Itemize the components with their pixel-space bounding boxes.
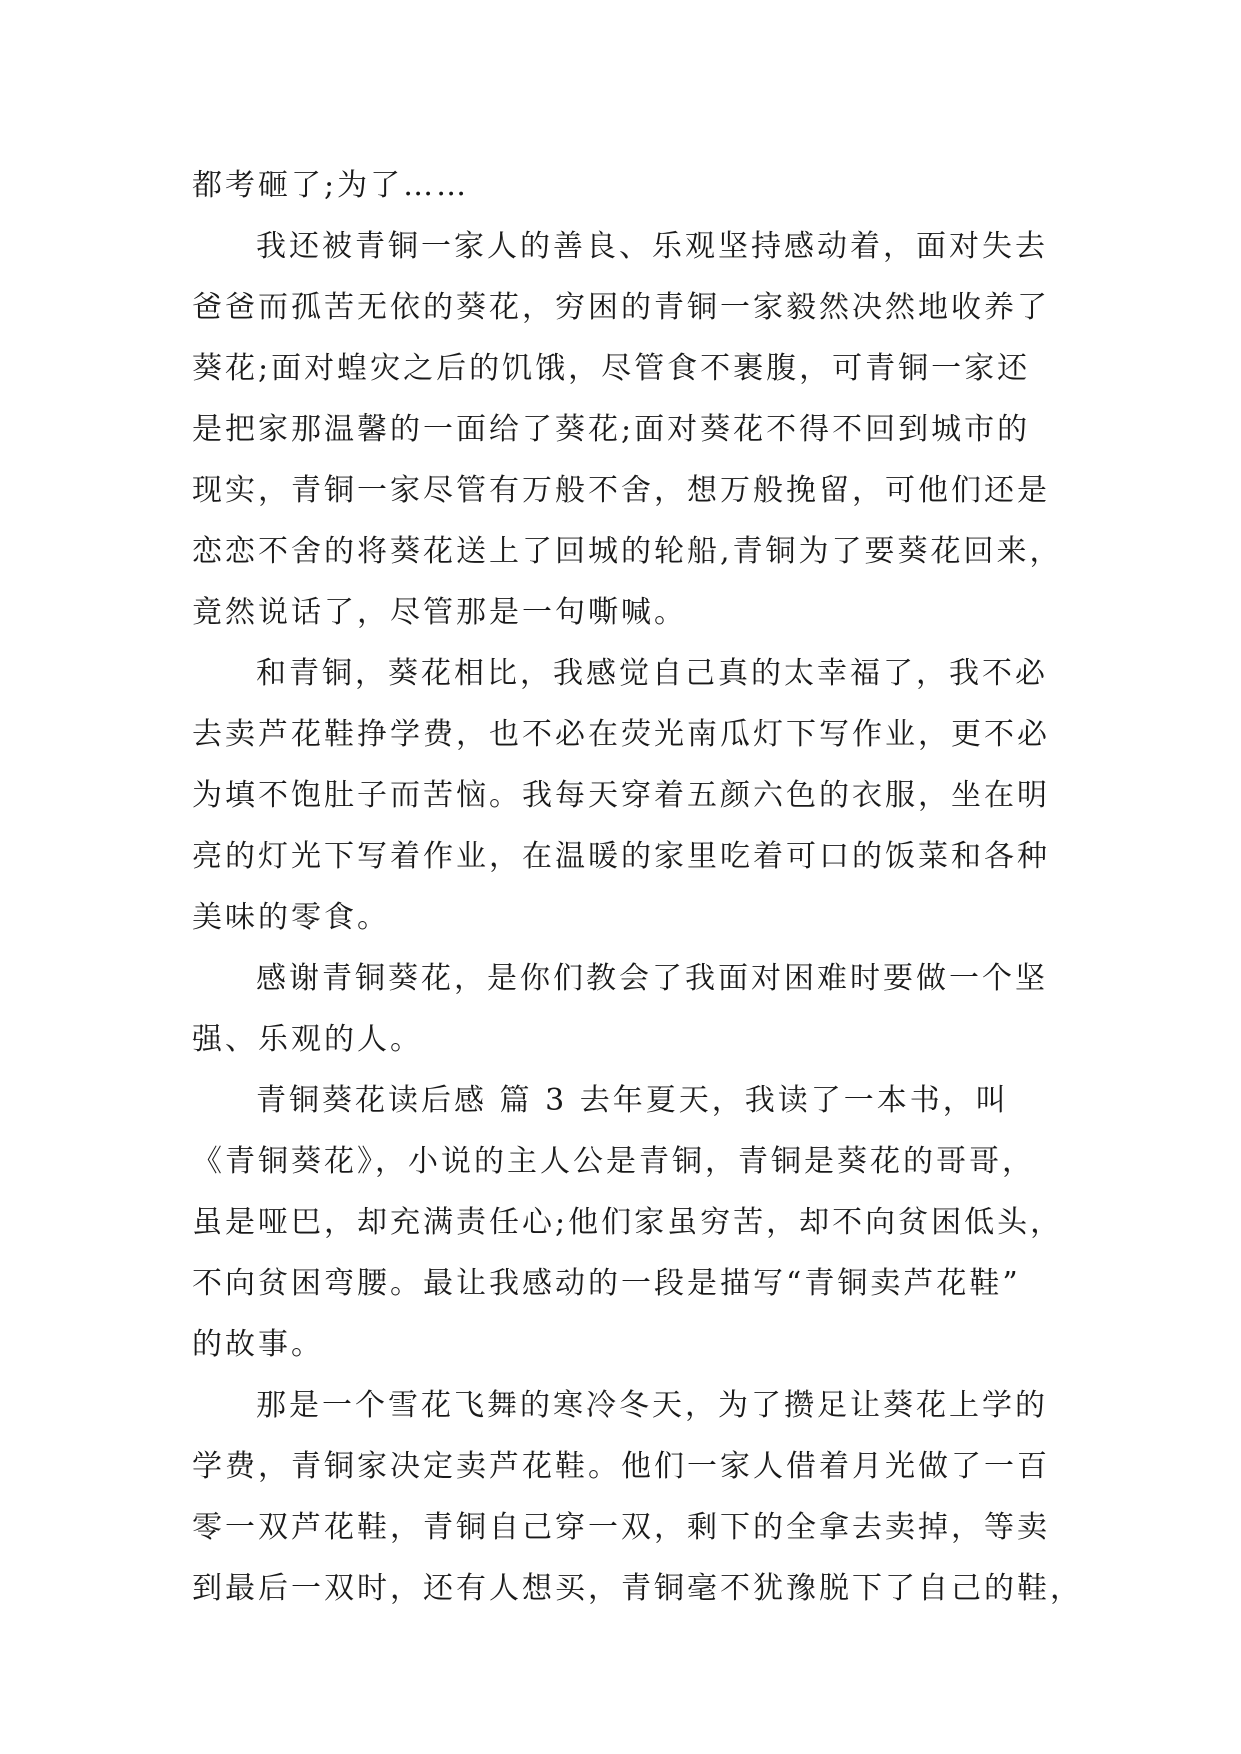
text-line: 虽是哑巴，却充满责任心;他们家虽穷苦，却不向贫困低头， bbox=[192, 1205, 1064, 1240]
text-line: 亮的灯光下写着作业，在温暖的家里吃着可口的饭菜和各种 bbox=[192, 839, 1050, 874]
text-line: 青铜葵花读后感 篇 3 去年夏天，我读了一本书，叫 bbox=[256, 1083, 1009, 1118]
text-line: 强、乐观的人。 bbox=[192, 1022, 423, 1057]
text-line: 学费，青铜家决定卖芦花鞋。他们一家人借着月光做了一百 bbox=[192, 1449, 1050, 1484]
text-line: 的故事。 bbox=[192, 1327, 324, 1362]
text-line: 葵花;面对蝗灾之后的饥饿，尽管食不裹腹，可青铜一家还 bbox=[192, 351, 1031, 386]
text-line: 为填不饱肚子而苦恼。我每天穿着五颜六色的衣服，坐在明 bbox=[192, 778, 1050, 813]
body-text bbox=[192, 155, 1083, 1619]
text-line: 爸爸而孤苦无依的葵花，穷困的青铜一家毅然决然地收养了 bbox=[192, 290, 1050, 325]
text-line: 是把家那温馨的一面给了葵花;面对葵花不得不回到城市的 bbox=[192, 412, 1031, 447]
text-line: 《青铜葵花》，小说的主人公是青铜，青铜是葵花的哥哥， bbox=[192, 1144, 1035, 1179]
text-line: 感谢青铜葵花，是你们教会了我面对困难时要做一个坚 bbox=[256, 961, 1048, 996]
text-line: 零一双芦花鞋，青铜自己穿一双，剩下的全拿去卖掉，等卖 bbox=[192, 1510, 1050, 1545]
text-line: 和青铜，葵花相比，我感觉自己真的太幸福了，我不必 bbox=[256, 656, 1048, 691]
text-line: 美味的零食。 bbox=[192, 900, 390, 935]
text-line: 到最后一双时，还有人想买，青铜毫不犹豫脱下了自己的鞋， bbox=[192, 1571, 1083, 1606]
text-line: 现实，青铜一家尽管有万般不舍，想万般挽留，可他们还是 bbox=[192, 473, 1050, 508]
text-line: 不向贫困弯腰。最让我感动的一段是描写“青铜卖芦花鞋” bbox=[192, 1266, 1021, 1301]
text-line: 去卖芦花鞋挣学费，也不必在荧光南瓜灯下写作业，更不必 bbox=[192, 717, 1050, 752]
text-line: 恋恋不舍的将葵花送上了回城的轮船,青铜为了要葵花回来， bbox=[192, 534, 1063, 569]
text-line: 竟然说话了，尽管那是一句嘶喊。 bbox=[192, 595, 687, 630]
text-line: 那是一个雪花飞舞的寒冷冬天，为了攒足让葵花上学的 bbox=[256, 1388, 1048, 1423]
text-line: 都考砸了;为了…… bbox=[192, 168, 470, 203]
text-line: 我还被青铜一家人的善良、乐观坚持感动着，面对失去 bbox=[256, 229, 1048, 264]
